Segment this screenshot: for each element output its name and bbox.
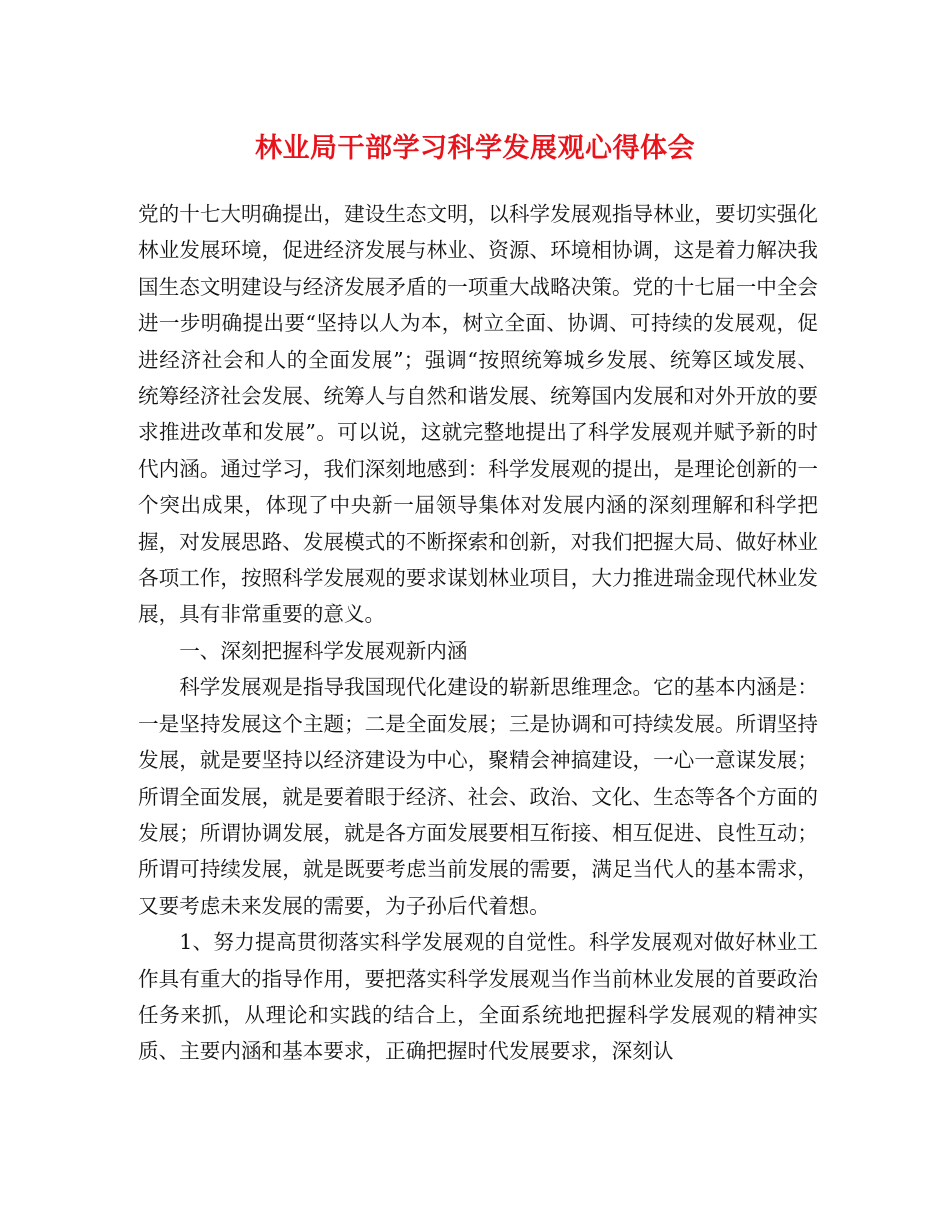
document-title: 林业局干部学习科学发展观心得体会 [255, 133, 695, 164]
paragraph-intro: 党的十七大明确提出，建设生态文明，以科学发展观指导林业，要切实强化林业发展环境，促进经济发展与林业、资源、环境相协调，这是着力解决我国生态文明建设与经济发展矛盾的一项重大战略决策。党的十七届一中全会进一步明确提出要“坚持以人为本，树立全面、协调、可持续的发展观，促进经济社会和人的全面发展”；强调“按照统筹城乡发展、统筹区域发展、统筹经济社会发展、统筹人与自然和谐发展、统筹国内发展和对外开放的要求推进改革和发展”。可以说，这就完整地提出了科学发展观并赋予新的时代内涵。通过学习，我们深刻地感到：科学发展观的提出，是理论创新的一个突出成果，体现了中央新一届领导集体对发展内涵的深刻理解和科学把握，对发展思路、发展模式的不断探索和创新，对我们把握大局、做好林业各项工作，按照科学发展观的要求谋划林业项目，大力推进瑞金现代林业发展，具有非常重要的意义。 [138, 202, 818, 627]
document-body [138, 196, 818, 1070]
section-heading: 一、深刻把握科学发展观新内涵 [179, 638, 468, 663]
paragraph-connotation: 科学发展观是指导我国现代化建设的崭新思维理念。它的基本内涵是：一是坚持发展这个主题；二是全面发展；三是协调和可持续发展。所谓坚持发展，就是要坚持以经济建设为中心，聚精会神搞建设，一心一意谋发展；所谓全面发展，就是要着眼于经济、社会、政治、文化、生态等各个方面的发展；所谓协调发展，就是各方面发展要相互衔接、相互促进、良性互动；所谓可持续发展，就是既要考虑当前发展的需要，满足当代人的基本需求，又要考虑未来发展的需要，为子孙后代着想。 [138, 675, 818, 918]
paragraph-point-1: 1、努力提高贯彻落实科学发展观的自觉性。科学发展观对做好林业工作具有重大的指导作用，要把落实科学发展观当作当前林业发展的首要政治任务来抓，从理论和实践的结合上，全面系统地把握科学发展观的精神实质、主要内涵和基本要求，正确把握时代发展要求，深刻认 [138, 930, 818, 1064]
